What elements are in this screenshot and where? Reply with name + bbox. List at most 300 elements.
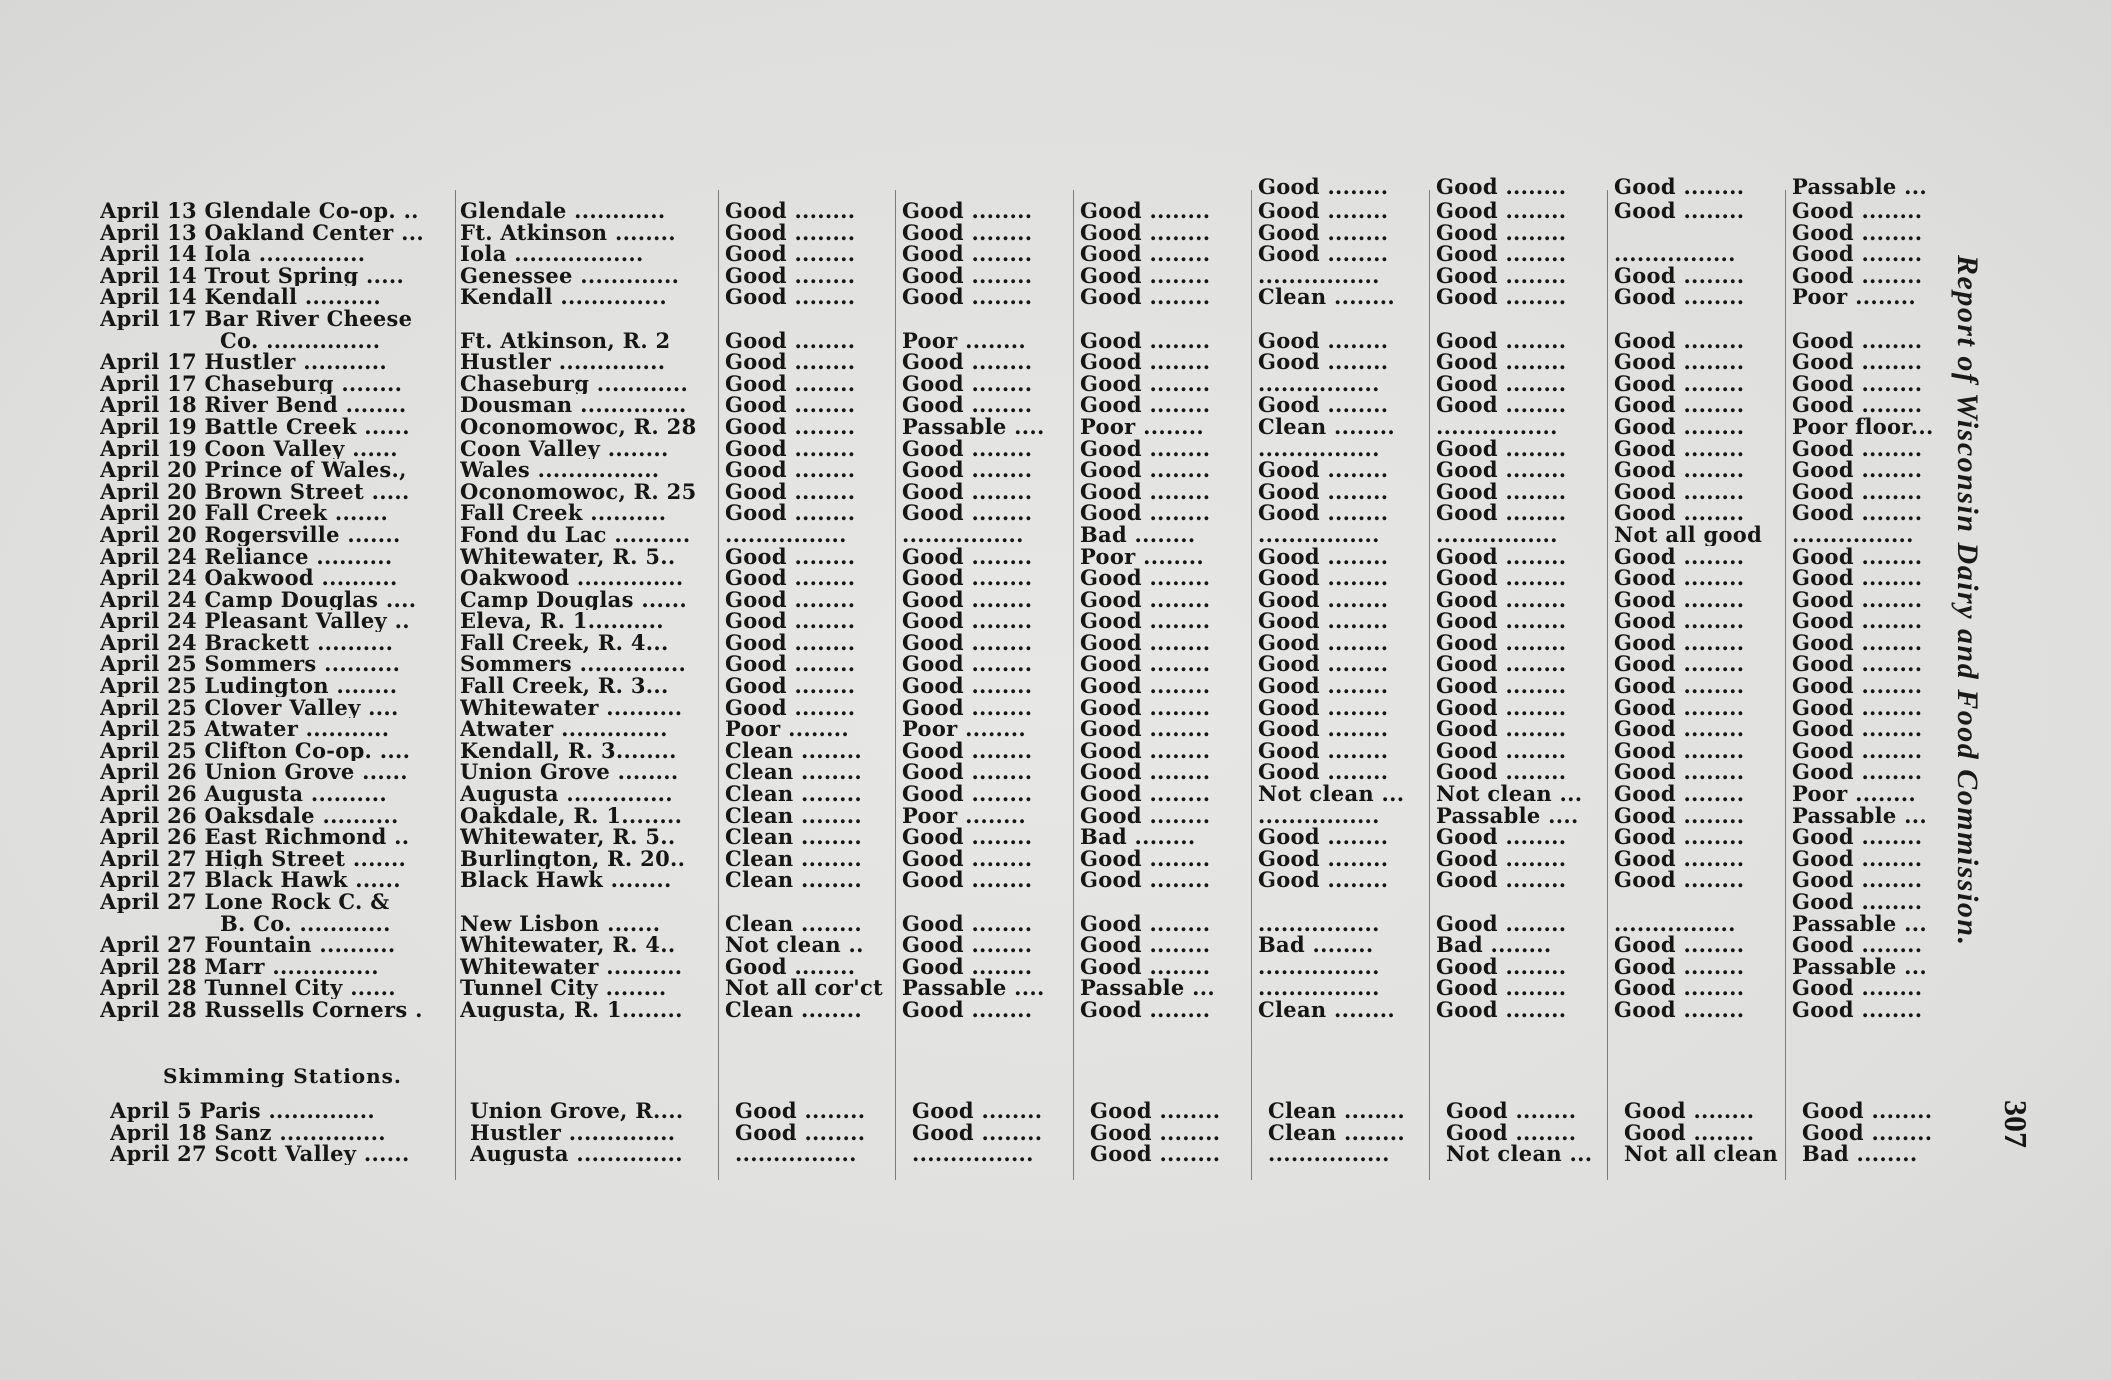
- rating-cell: Good ........: [1090, 1100, 1221, 1122]
- rating-cell: Good ........: [1614, 804, 1745, 827]
- rating-cell: Good ........: [1258, 610, 1389, 632]
- rating-cell: Good ........: [1614, 459, 1745, 481]
- rating-cell: Good ........: [1614, 200, 1745, 222]
- rating-cell: Good ........: [902, 934, 1033, 956]
- location-cell: Kendall, R. 3........: [460, 739, 677, 762]
- rating-cell: Good ........: [1792, 437, 1923, 460]
- column-divider: [1785, 190, 1786, 1180]
- station-cell: April 24 Oakwood ..........: [100, 567, 398, 589]
- rating-cell: Good ........: [1792, 934, 1923, 956]
- rating-cell: Good ........: [902, 847, 1033, 870]
- station-cell: April 25 Ludington ........: [100, 675, 398, 697]
- rating-cell: Poor ........: [725, 718, 850, 740]
- station-cell: April 18 River Bend ........: [100, 394, 407, 416]
- rating-cell: Good ........: [1614, 847, 1745, 870]
- rating-cell: ................: [1614, 912, 1736, 935]
- rating-cell: Good ........: [1436, 675, 1567, 697]
- rating-cell: Good ........: [1258, 351, 1389, 373]
- station-cell: April 24 Reliance ..........: [100, 545, 393, 568]
- rating-cell: Not clean ...: [1436, 783, 1583, 805]
- rating-cell: Good ........: [1080, 394, 1211, 416]
- rating-cell: Poor ........: [1792, 783, 1917, 805]
- rating-cell: Good ........: [1258, 243, 1389, 265]
- location-cell: Genessee .............: [460, 264, 680, 287]
- rating-cell: Good ........: [1436, 372, 1567, 395]
- station-cell: Co. ...............: [220, 329, 381, 352]
- rating-cell: Good ........: [1792, 847, 1923, 870]
- location-cell: Union Grove ........: [460, 761, 679, 784]
- rating-cell: Good ........: [1792, 243, 1923, 265]
- rating-cell: Good ........: [1614, 415, 1745, 438]
- rating-cell: Good ........: [1436, 243, 1567, 265]
- rating-cell: Good ........: [725, 243, 856, 265]
- station-cell: April 25 Clifton Co-op. ....: [100, 739, 411, 762]
- rating-cell: Not all good: [1614, 523, 1763, 546]
- rating-cell: Good ........: [725, 696, 856, 719]
- rating-cell: Good ........: [1792, 869, 1923, 891]
- station-cell: April 19 Battle Creek ......: [100, 415, 410, 438]
- station-cell: April 18 Sanz ..............: [110, 1121, 386, 1144]
- rating-cell: Passable ...: [1792, 912, 1927, 935]
- location-cell: Coon Valley ........: [460, 437, 669, 460]
- rating-cell: Good ........: [1436, 739, 1567, 762]
- rating-cell: ................: [725, 523, 847, 546]
- rating-cell: Good ........: [1792, 394, 1923, 416]
- rating-cell: Bad ........: [1080, 826, 1196, 848]
- rating-cell: Good ........: [1792, 351, 1923, 373]
- rating-cell: Good ........: [1436, 459, 1567, 481]
- rating-cell: Good ........: [1614, 567, 1745, 589]
- rating-cell: Good ........: [1080, 955, 1211, 978]
- rating-cell: Good ........: [1436, 955, 1567, 978]
- rating-cell: Good ........: [1080, 459, 1211, 481]
- rating-cell: Good ........: [725, 675, 856, 697]
- station-cell: April 14 Trout Spring .....: [100, 264, 405, 287]
- station-cell: April 20 Brown Street .....: [100, 480, 410, 503]
- rating-cell: Good ........: [1446, 1100, 1577, 1122]
- rating-cell: Good ........: [1080, 351, 1211, 373]
- rating-cell: ................: [1268, 1143, 1390, 1165]
- rating-cell: Good ........: [1436, 394, 1567, 416]
- rating-cell: Good ........: [1258, 761, 1389, 784]
- rating-cell: Good ........: [1080, 675, 1211, 697]
- location-cell: Whitewater, R. 5..: [460, 826, 676, 848]
- location-cell: Fall Creek ..........: [460, 502, 667, 524]
- location-cell: Glendale ............: [460, 200, 666, 222]
- rating-cell: Good ........: [1258, 653, 1389, 676]
- rating-cell: Good ........: [1436, 761, 1567, 784]
- rating-cell: Good ........: [1258, 718, 1389, 740]
- rating-cell: ................: [902, 523, 1024, 546]
- rating-cell: Good ........: [1258, 394, 1389, 416]
- rating-cell: ................: [1258, 523, 1380, 546]
- rating-cell: Good ........: [1436, 912, 1567, 935]
- rating-cell: Good ........: [1614, 869, 1745, 891]
- rating-cell: Good ........: [1614, 394, 1745, 416]
- rating-cell: Good ........: [1258, 329, 1389, 352]
- rating-cell: Good ........: [1258, 459, 1389, 481]
- rating-cell: Good ........: [1258, 545, 1389, 568]
- rating-cell: Good ........: [902, 955, 1033, 978]
- rating-cell: Good ........: [1614, 934, 1745, 956]
- rating-cell: Clean ........: [725, 998, 862, 1021]
- rating-cell: Not clean ...: [1258, 783, 1405, 805]
- column-divider: [895, 190, 896, 1180]
- rating-cell: Good ........: [902, 437, 1033, 460]
- location-cell: Camp Douglas ......: [460, 588, 687, 611]
- rating-cell: Good ........: [725, 653, 856, 676]
- rating-cell: Good ........: [1614, 437, 1745, 460]
- rating-cell: Good ........: [1614, 696, 1745, 719]
- rating-cell: Clean ........: [1258, 286, 1395, 308]
- rating-cell: Good ........: [725, 459, 856, 481]
- rating-cell: Good ........: [725, 329, 856, 352]
- rating-cell: Good ........: [1080, 804, 1211, 827]
- rating-cell: Good ........: [1792, 610, 1923, 632]
- location-cell: Wales ................: [460, 459, 660, 481]
- station-cell: April 20 Rogersville .......: [100, 523, 401, 546]
- rating-cell: Good ........: [1436, 696, 1567, 719]
- station-cell: April 25 Sommers ..........: [100, 653, 401, 676]
- location-cell: Dousman ..............: [460, 394, 687, 416]
- rating-cell: Good ........: [1436, 200, 1567, 222]
- rating-cell: Good ........: [725, 221, 856, 244]
- location-cell: Black Hawk ........: [460, 869, 672, 891]
- page-number: 307: [1998, 1100, 2034, 1148]
- rating-cell: Good ........: [1792, 372, 1923, 395]
- rating-cell: Good ........: [1258, 588, 1389, 611]
- rating-cell: Good ........: [902, 394, 1033, 416]
- rating-cell: Good ........: [1258, 675, 1389, 697]
- rating-cell: Good ........: [725, 437, 856, 460]
- rating-cell: Good ........: [1436, 631, 1567, 654]
- station-cell: April 14 Iola ..............: [100, 243, 366, 265]
- location-cell: Fond du Lac ..........: [460, 523, 691, 546]
- rating-cell: Good ........: [1792, 480, 1923, 503]
- rating-cell: Good ........: [1436, 998, 1567, 1021]
- rating-cell: Good ........: [1436, 286, 1567, 308]
- rating-cell: Good ........: [902, 502, 1033, 524]
- rating-cell: Bad ........: [1080, 523, 1196, 546]
- rating-cell: Good ........: [1792, 998, 1923, 1021]
- station-cell: April 27 Fountain ..........: [100, 934, 396, 956]
- rating-cell: Good ........: [1436, 869, 1567, 891]
- rating-cell: Clean ........: [725, 912, 862, 935]
- rating-cell: Good ........: [902, 545, 1033, 568]
- rating-cell: Good ........: [902, 653, 1033, 676]
- rating-cell: Good ........: [902, 480, 1033, 503]
- rating-cell: Good ........: [1614, 286, 1745, 308]
- rating-cell: Not all clean: [1624, 1143, 1778, 1165]
- rating-cell: Good ........: [1614, 675, 1745, 697]
- rating-cell: Good ........: [1436, 545, 1567, 568]
- rating-cell: Good ........: [1792, 264, 1923, 287]
- rating-cell: Good ........: [725, 351, 856, 373]
- rating-cell: Good ........: [1080, 739, 1211, 762]
- rating-cell: Good ........: [1614, 480, 1745, 503]
- rating-cell: Good ........: [1614, 653, 1745, 676]
- rating-cell: Good ........: [1080, 243, 1211, 265]
- rating-cell: Good ........: [1792, 826, 1923, 848]
- rating-cell: Good ........: [1258, 696, 1389, 719]
- location-cell: Iola .................: [460, 243, 644, 265]
- location-cell: Fall Creek, R. 3...: [460, 675, 669, 697]
- rating-cell: Good ........: [1080, 912, 1211, 935]
- rating-cell: Good ........: [1080, 567, 1211, 589]
- rating-cell: Good ........: [725, 200, 856, 222]
- rating-cell: Good ........: [1080, 610, 1211, 632]
- rating-cell: Good ........: [1080, 200, 1211, 222]
- location-cell: Oakdale, R. 1........: [460, 804, 683, 827]
- station-cell: April 25 Clover Valley ....: [100, 696, 399, 719]
- rating-cell: Good ........: [1258, 869, 1389, 891]
- station-cell: April 14 Kendall ..........: [100, 286, 382, 308]
- station-cell: April 24 Pleasant Valley ..: [100, 610, 410, 632]
- station-cell: April 28 Tunnel City ......: [100, 977, 396, 999]
- rating-cell: Good ........: [725, 955, 856, 978]
- rating-cell: Good ........: [1258, 826, 1389, 848]
- rating-cell: Good ........: [1436, 847, 1567, 870]
- section-heading: Skimming Stations.: [163, 1064, 402, 1088]
- rating-cell: Good ........: [725, 610, 856, 632]
- rating-cell: Good ........: [1792, 696, 1923, 719]
- rating-cell: Clean ........: [1258, 998, 1395, 1021]
- station-cell: April 26 Augusta ..........: [100, 783, 388, 805]
- rating-cell: Good ........: [1792, 545, 1923, 568]
- rating-cell: Good ........: [1446, 1121, 1577, 1144]
- location-cell: Union Grove, R....: [470, 1100, 684, 1122]
- location-cell: Oconomowoc, R. 28: [460, 415, 697, 438]
- rating-cell: Bad ........: [1802, 1143, 1918, 1165]
- rating-cell: Good ........: [1624, 1121, 1755, 1144]
- rating-cell: Good ........: [902, 761, 1033, 784]
- rating-cell: Good ........: [902, 264, 1033, 287]
- station-cell: April 5 Paris ..............: [110, 1100, 375, 1122]
- rating-cell: Good ........: [1624, 1100, 1755, 1122]
- rating-cell: Clean ........: [725, 761, 862, 784]
- rating-cell: Clean ........: [725, 804, 862, 827]
- column-divider: [1073, 190, 1074, 1180]
- rating-cell: Good ........: [1080, 437, 1211, 460]
- location-cell: Ft. Atkinson ........: [460, 221, 676, 244]
- station-cell: April 25 Atwater ...........: [100, 718, 390, 740]
- rating-cell: Good ........: [1792, 675, 1923, 697]
- rating-cell: Good ........: [1792, 588, 1923, 611]
- rating-cell: Good ........: [902, 286, 1033, 308]
- rating-cell: Good ........: [902, 783, 1033, 805]
- rating-cell: Good ........: [1614, 351, 1745, 373]
- rating-cell: Good ........: [1436, 826, 1567, 848]
- rating-cell: Good ........: [1080, 847, 1211, 870]
- rating-cell: Good ........: [1792, 329, 1923, 352]
- rating-cell: ................: [1436, 523, 1558, 546]
- rating-cell: Good ........: [912, 1100, 1043, 1122]
- station-cell: April 17 Chaseburg ........: [100, 372, 403, 395]
- rating-cell: Good ........: [1792, 653, 1923, 676]
- location-cell: Oconomowoc, R. 25: [460, 480, 697, 503]
- station-cell: April 13 Oakland Center ...: [100, 221, 424, 244]
- rating-cell: Good ........: [1258, 739, 1389, 762]
- location-cell: Oakwood ..............: [460, 567, 684, 589]
- rating-cell: Passable ....: [902, 415, 1045, 438]
- station-cell: April 28 Russells Corners .: [100, 998, 423, 1021]
- location-cell: Tunnel City ........: [460, 977, 667, 999]
- location-cell: Augusta ..............: [470, 1143, 683, 1165]
- rating-cell: ................: [1436, 415, 1558, 438]
- location-cell: Fall Creek, R. 4...: [460, 631, 669, 654]
- rating-cell: Good ........: [725, 502, 856, 524]
- rating-cell: Bad ........: [1436, 934, 1552, 956]
- column-divider: [1251, 190, 1252, 1180]
- rating-cell: Passable ...: [1792, 955, 1927, 978]
- station-cell: April 28 Marr ..............: [100, 955, 379, 978]
- rating-cell: Good ........: [1436, 718, 1567, 740]
- rating-cell: Passable ....: [1436, 804, 1579, 827]
- rating-cell: Clean ........: [1268, 1100, 1405, 1122]
- rating-cell: Good ........: [1614, 718, 1745, 740]
- rating-cell: Good ........: [902, 200, 1033, 222]
- rating-cell: Good ........: [1258, 631, 1389, 654]
- rating-cell: Good ........: [1436, 977, 1567, 999]
- rating-cell: Good ........: [902, 372, 1033, 395]
- rating-cell: Good ........: [1792, 221, 1923, 244]
- rating-cell: Poor ........: [1080, 415, 1205, 438]
- rating-cell: Good ........: [1614, 739, 1745, 762]
- rating-cell: Good ........: [902, 221, 1033, 244]
- rating-cell: Not all cor'ct: [725, 977, 884, 999]
- rating-cell: Good ........: [902, 869, 1033, 891]
- rating-cell: Good ........: [725, 567, 856, 589]
- rating-cell: Good ........: [1080, 221, 1211, 244]
- station-cell: April 13 Glendale Co-op. ..: [100, 200, 419, 222]
- location-cell: Sommers ..............: [460, 653, 687, 676]
- rating-cell: Good ........: [1614, 588, 1745, 611]
- rating-cell: Good ........: [725, 264, 856, 287]
- rating-cell: Good ........: [1258, 567, 1389, 589]
- rating-cell: Good ........: [902, 675, 1033, 697]
- rating-cell: Good ........: [902, 459, 1033, 481]
- rating-cell: Good ........: [902, 696, 1033, 719]
- rating-cell: Clean ........: [725, 847, 862, 870]
- rating-cell: Good ........: [725, 631, 856, 654]
- rating-cell: Good ........: [1802, 1100, 1933, 1122]
- station-cell: April 26 Oaksdale ..........: [100, 804, 399, 827]
- rating-cell: Good ........: [1436, 329, 1567, 352]
- rating-cell: Clean ........: [1258, 415, 1395, 438]
- rating-cell: Good ........: [725, 415, 856, 438]
- table-cell: Good ........: [1614, 176, 1745, 198]
- station-cell: April 27 Scott Valley ......: [110, 1143, 410, 1165]
- rating-cell: Good ........: [1436, 351, 1567, 373]
- location-cell: Whitewater, R. 5..: [460, 545, 676, 568]
- rating-cell: Good ........: [1436, 480, 1567, 503]
- rating-cell: ................: [1792, 523, 1914, 546]
- rating-cell: Good ........: [1792, 200, 1923, 222]
- rating-cell: Good ........: [1792, 459, 1923, 481]
- rating-cell: Good ........: [1614, 998, 1745, 1021]
- rating-cell: Passable ...: [1080, 977, 1215, 999]
- rating-cell: Bad ........: [1258, 934, 1374, 956]
- rating-cell: Good ........: [902, 567, 1033, 589]
- location-cell: Whitewater ..........: [460, 696, 683, 719]
- rating-cell: ................: [1258, 955, 1380, 978]
- rating-cell: Good ........: [1080, 480, 1211, 503]
- rating-cell: Good ........: [1436, 221, 1567, 244]
- rating-cell: Good ........: [735, 1121, 866, 1144]
- rating-cell: Good ........: [1436, 567, 1567, 589]
- location-cell: Chaseburg ............: [460, 372, 689, 395]
- rating-cell: Poor ........: [1080, 545, 1205, 568]
- rating-cell: Good ........: [1436, 653, 1567, 676]
- rating-cell: Clean ........: [725, 869, 862, 891]
- rating-cell: Good ........: [902, 610, 1033, 632]
- rating-cell: Good ........: [912, 1121, 1043, 1144]
- rating-cell: Good ........: [1792, 567, 1923, 589]
- rating-cell: Good ........: [1614, 264, 1745, 287]
- rating-cell: Good ........: [1614, 955, 1745, 978]
- rating-cell: Poor ........: [902, 804, 1027, 827]
- rating-cell: Good ........: [1614, 977, 1745, 999]
- station-cell: April 17 Hustler ...........: [100, 351, 388, 373]
- rating-cell: Good ........: [1802, 1121, 1933, 1144]
- station-cell: April 19 Coon Valley ......: [100, 437, 398, 460]
- rating-cell: Good ........: [725, 545, 856, 568]
- rating-cell: Good ........: [1090, 1143, 1221, 1165]
- location-cell: Whitewater, R. 4..: [460, 934, 676, 956]
- rating-cell: Good ........: [902, 912, 1033, 935]
- rating-cell: Good ........: [1436, 588, 1567, 611]
- rating-cell: Good ........: [1258, 847, 1389, 870]
- rating-cell: Good ........: [1080, 329, 1211, 352]
- rating-cell: Good ........: [1258, 200, 1389, 222]
- station-cell: April 27 Lone Rock C. &: [100, 891, 390, 913]
- rating-cell: Good ........: [725, 480, 856, 503]
- rating-cell: Good ........: [1792, 977, 1923, 999]
- rating-cell: Good ........: [1792, 761, 1923, 784]
- rating-cell: Good ........: [1080, 761, 1211, 784]
- rating-cell: Clean ........: [1268, 1121, 1405, 1144]
- rating-cell: Good ........: [1258, 480, 1389, 503]
- rating-cell: Good ........: [1436, 502, 1567, 524]
- rating-cell: Poor ........: [902, 329, 1027, 352]
- rating-cell: Good ........: [725, 588, 856, 611]
- rating-cell: Good ........: [1258, 221, 1389, 244]
- rating-cell: Good ........: [902, 588, 1033, 611]
- rating-cell: Good ........: [902, 631, 1033, 654]
- rating-cell: Good ........: [902, 739, 1033, 762]
- rating-cell: Good ........: [1080, 286, 1211, 308]
- rating-cell: Good ........: [1614, 502, 1745, 524]
- rating-cell: Good ........: [1792, 631, 1923, 654]
- location-cell: New Lisbon .......: [460, 912, 661, 935]
- rating-cell: Good ........: [735, 1100, 866, 1122]
- location-cell: Atwater ..............: [460, 718, 668, 740]
- rating-cell: Not clean ...: [1446, 1143, 1593, 1165]
- rating-cell: Clean ........: [725, 739, 862, 762]
- column-divider: [718, 190, 719, 1180]
- station-cell: April 17 Bar River Cheese: [100, 307, 413, 330]
- rating-cell: Good ........: [1614, 610, 1745, 632]
- location-cell: Augusta ..............: [460, 783, 673, 805]
- rating-cell: ................: [1614, 243, 1736, 265]
- rating-cell: Good ........: [1080, 502, 1211, 524]
- rating-cell: Good ........: [725, 394, 856, 416]
- rating-cell: ................: [1258, 264, 1380, 287]
- station-cell: B. Co. ............: [220, 912, 391, 935]
- rating-cell: Good ........: [1080, 869, 1211, 891]
- rating-cell: Poor ........: [1792, 286, 1917, 308]
- location-cell: Eleva, R. 1..........: [460, 610, 664, 632]
